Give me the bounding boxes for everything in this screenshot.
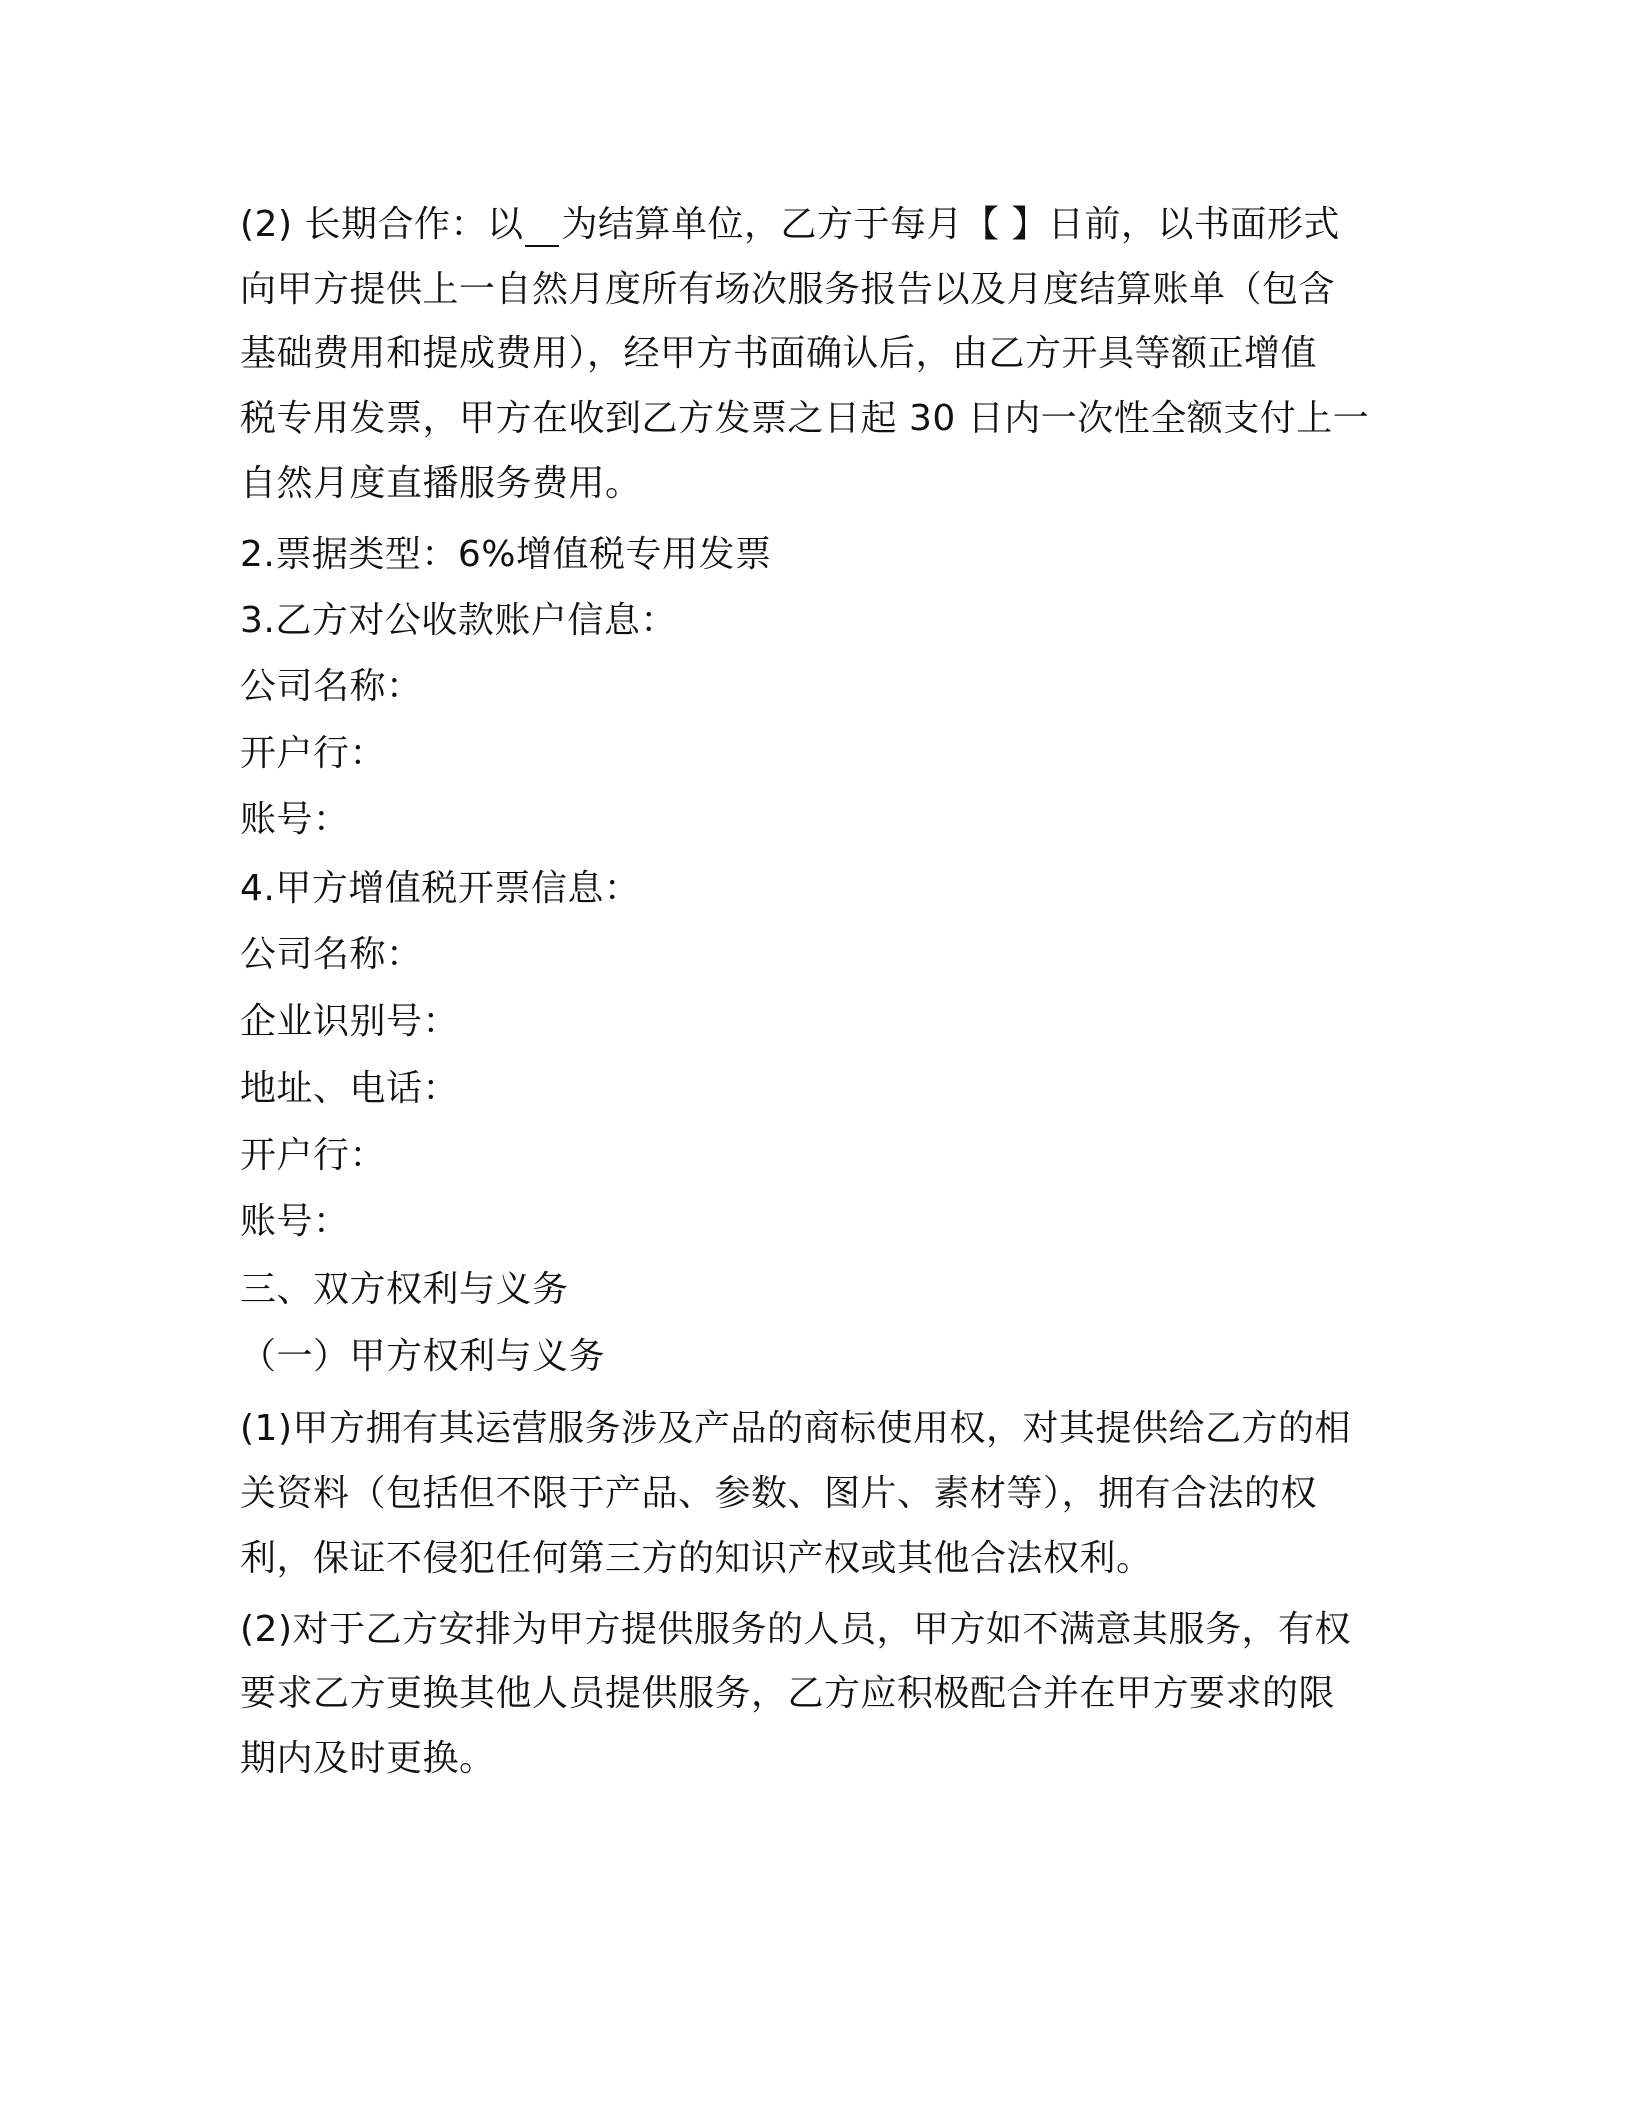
party-a-bank-label: 开户行： <box>240 1135 387 1176</box>
party-a-company-name-label: 公司名称： <box>240 934 423 975</box>
clause-1-line-3: 利，保证不侵犯任何第三方的知识产权或其他合法权利。 <box>240 1538 1153 1579</box>
party-a-address-phone-label: 地址、电话： <box>240 1068 460 1109</box>
party-a-rights-subheading: （一）甲方权利与义务 <box>240 1336 606 1377</box>
party-a-tax-id-label: 企业识别号： <box>240 1001 460 1042</box>
clause-2-line-1: (2)对于乙方安排为甲方提供服务的人员，甲方如不满意其服务，有权 <box>240 1609 1351 1650</box>
party-b-company-name-label: 公司名称： <box>240 666 423 707</box>
party-b-account-heading: 3.乙方对公收款账户信息： <box>240 600 677 641</box>
clause-1-line-1: (1)甲方拥有其运营服务涉及产品的商标使用权，对其提供给乙方的相 <box>240 1408 1351 1449</box>
settlement-line-3: 基础费用和提成费用），经甲方书面确认后，由乙方开具等额正增值 <box>240 333 1318 374</box>
clause-2-line-3: 期内及时更换。 <box>240 1738 496 1779</box>
section-three-heading: 三、双方权利与义务 <box>240 1269 569 1310</box>
clause-2-line-2: 要求乙方更换其他人员提供服务，乙方应积极配合并在甲方要求的限 <box>240 1673 1336 1714</box>
clause-1-line-2: 关资料（包括但不限于产品、参数、图片、素材等），拥有合法的权 <box>240 1473 1318 1514</box>
party-b-bank-label: 开户行： <box>240 733 387 774</box>
settlement-unit-blank <box>525 205 559 247</box>
party-a-account-no-label: 账号： <box>240 1201 350 1242</box>
settlement-line-5: 自然月度直播服务费用。 <box>240 463 642 504</box>
party-a-invoice-heading: 4.甲方增值税开票信息： <box>240 868 641 909</box>
settlement-line-1-prefix: (2) 长期合作：以 <box>240 204 524 245</box>
party-b-account-no-label: 账号： <box>240 799 350 840</box>
invoice-type-line: 2.票据类型：6%增值税专用发票 <box>240 534 772 575</box>
settlement-line-1-suffix: 为结算单位，乙方于每月【 】日前，以书面形式 <box>561 204 1340 245</box>
settlement-line-4: 税专用发票，甲方在收到乙方发票之日起 30 日内一次性全额支付上一 <box>240 398 1370 439</box>
settlement-line-1 <box>240 203 1340 247</box>
settlement-line-2: 向甲方提供上一自然月度所有场次服务报告以及月度结算账单（包含 <box>240 269 1336 310</box>
